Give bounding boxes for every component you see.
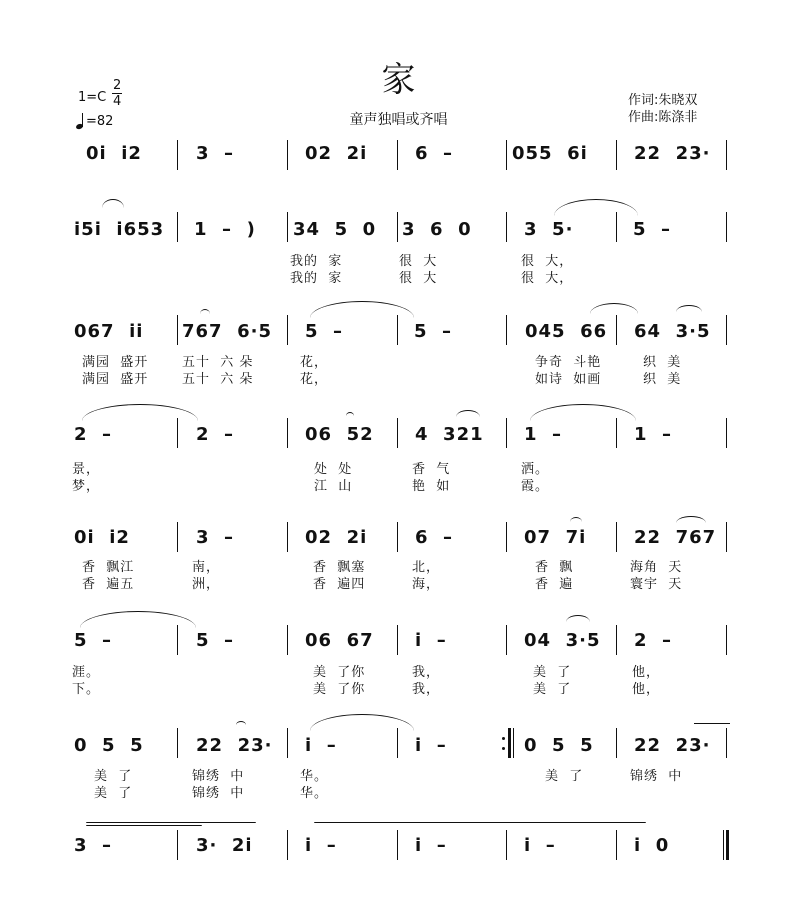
credits	[628, 92, 697, 126]
lyric: 美 了你	[313, 682, 366, 697]
measure: i –	[305, 835, 337, 856]
lyric: 锦绣 中	[630, 769, 683, 784]
measure: 6 –	[415, 143, 454, 164]
lyric: 织 美	[643, 372, 682, 387]
barline	[506, 212, 507, 242]
barline	[287, 418, 288, 448]
time-signature	[112, 78, 122, 109]
barline	[287, 728, 288, 758]
lyric: 织 美	[643, 355, 682, 370]
tempo-value: =82	[86, 114, 114, 129]
measure: 34 5 0	[293, 219, 377, 240]
tempo-marking	[76, 114, 113, 129]
measure: 767 6·5	[182, 321, 272, 342]
barline	[616, 830, 617, 860]
key-signature: 1=C	[78, 90, 107, 105]
barline	[177, 315, 178, 345]
barline	[287, 522, 288, 552]
barline	[397, 625, 398, 655]
lyric: 美 了	[533, 665, 572, 680]
lyric: 香 飘江	[82, 560, 135, 575]
slur	[570, 517, 582, 522]
lyric: 美 了	[533, 682, 572, 697]
barline	[616, 315, 617, 345]
lyric: 我的 家	[290, 271, 343, 286]
barline	[177, 728, 178, 758]
measure: 0 5 5	[74, 735, 144, 756]
measure: 3 –	[74, 835, 113, 856]
measure: 0 5 5	[524, 735, 594, 756]
measure: 1 – )	[194, 219, 256, 240]
barline	[287, 315, 288, 345]
barline	[397, 212, 398, 242]
measure: i –	[415, 630, 447, 651]
lyric: 霞。	[521, 479, 550, 494]
measure: 5 –	[74, 630, 113, 651]
barline	[177, 830, 178, 860]
measure: 3 6 0	[402, 219, 472, 240]
barline	[397, 830, 398, 860]
barline	[616, 212, 617, 242]
lyric: 花，	[300, 372, 329, 387]
barline	[506, 140, 507, 170]
barline	[177, 522, 178, 552]
lyric: 我，	[412, 682, 441, 697]
slur	[530, 404, 636, 421]
lyric: 满园 盛开	[82, 372, 149, 387]
slur	[82, 404, 198, 421]
barline	[397, 140, 398, 170]
lyric: 很 大，	[521, 254, 574, 269]
final-barline	[723, 830, 724, 860]
lyric: 争奇 斗艳	[535, 355, 602, 370]
slur	[86, 822, 256, 823]
lyric: 他，	[632, 682, 661, 697]
time-denominator: 4	[113, 94, 122, 109]
repeat-start-sign	[502, 728, 516, 760]
lyric: 华。	[300, 769, 329, 784]
lyric: 下。	[72, 682, 101, 697]
final-barline-thick	[726, 830, 729, 860]
lyric: 涯。	[72, 665, 101, 680]
measure: 3 5·	[524, 219, 574, 240]
measure: i –	[415, 835, 447, 856]
lyric: 北，	[412, 560, 441, 575]
barline	[177, 625, 178, 655]
measure: 04 3·5	[524, 630, 601, 651]
lyric: 寰宇 天	[630, 577, 683, 592]
slur	[456, 410, 480, 417]
measure: i –	[524, 835, 556, 856]
measure: 6 –	[415, 527, 454, 548]
measure: 1 –	[634, 424, 673, 445]
measure: 0i i2	[86, 143, 142, 164]
lyric: 海角 天	[630, 560, 683, 575]
measure: i5i i653	[74, 219, 165, 240]
measure: 02 2i	[305, 527, 368, 548]
measure: 055 6i	[512, 143, 588, 164]
lyric: 锦绣 中	[192, 786, 245, 801]
barline	[506, 522, 507, 552]
barline	[287, 212, 288, 242]
lyric: 我，	[412, 665, 441, 680]
lyric: 美 了	[94, 786, 133, 801]
measure: 5 –	[633, 219, 672, 240]
barline	[616, 418, 617, 448]
lyric: 锦绣 中	[192, 769, 245, 784]
lyric: 美 了你	[313, 665, 366, 680]
quarter-note-icon	[76, 115, 84, 129]
lyric: 景，	[72, 462, 101, 477]
barline	[616, 522, 617, 552]
lyric: 香 遍四	[313, 577, 366, 592]
measure: i –	[415, 735, 447, 756]
slur	[80, 611, 196, 628]
barline	[616, 728, 617, 758]
measure: 5 –	[305, 321, 344, 342]
barline	[726, 315, 727, 345]
lyric: 南，	[192, 560, 221, 575]
measure: 5 –	[196, 630, 235, 651]
slur	[236, 721, 246, 725]
barline	[726, 728, 727, 758]
lyric: 他，	[632, 665, 661, 680]
lyric: 梦，	[72, 479, 101, 494]
volta-bracket	[694, 723, 730, 724]
lyric: 华。	[300, 786, 329, 801]
lyric: 花，	[300, 355, 329, 370]
barline	[397, 418, 398, 448]
lyric: 洒。	[521, 462, 550, 477]
lyric: 香 遍五	[82, 577, 135, 592]
measure: 4 321	[415, 424, 484, 445]
barline	[397, 728, 398, 758]
measure: 3· 2i	[196, 835, 253, 856]
lyric: 很 大	[399, 271, 438, 286]
measure: i 0	[634, 835, 670, 856]
measure: 3 –	[196, 527, 235, 548]
lyric: 很 大	[399, 254, 438, 269]
slur	[314, 822, 646, 823]
song-title: 家	[381, 60, 416, 100]
slur	[676, 516, 706, 523]
measure: 2 –	[634, 630, 673, 651]
lyric: 美 了	[545, 769, 584, 784]
slur	[86, 825, 202, 826]
lyric: 香 气	[412, 462, 451, 477]
measure: 22 23·	[634, 143, 711, 164]
lyric: 满园 盛开	[82, 355, 149, 370]
performance-note: 童声独唱或齐唱	[349, 112, 448, 128]
lyric: 艳 如	[412, 479, 451, 494]
lyric: 如诗 如画	[535, 372, 602, 387]
composer: 作曲:陈涤非	[628, 110, 698, 125]
measure: 0i i2	[74, 527, 130, 548]
measure: i –	[305, 735, 337, 756]
lyric: 五十 六 朵	[182, 372, 254, 387]
measure: 06 67	[305, 630, 374, 651]
measure: 1 –	[524, 424, 563, 445]
barline	[616, 625, 617, 655]
slur	[676, 305, 702, 312]
measure: 2 –	[74, 424, 113, 445]
measure: 64 3·5	[634, 321, 711, 342]
slur	[310, 714, 414, 731]
measure: 06 52	[305, 424, 374, 445]
measure: 22 767	[634, 527, 717, 548]
barline	[177, 418, 178, 448]
lyric: 香 遍	[535, 577, 574, 592]
barline	[287, 830, 288, 860]
barline	[726, 625, 727, 655]
barline	[397, 522, 398, 552]
barline	[287, 140, 288, 170]
time-numerator: 2	[113, 78, 122, 93]
lyric: 美 了	[94, 769, 133, 784]
lyricist: 作词:朱晓双	[628, 93, 698, 108]
barline	[616, 140, 617, 170]
lyric: 很 大，	[521, 271, 574, 286]
barline	[506, 315, 507, 345]
lyric: 海，	[412, 577, 441, 592]
measure: 07 7i	[524, 527, 587, 548]
barline	[506, 418, 507, 448]
slur	[310, 301, 414, 318]
measure: 02 2i	[305, 143, 368, 164]
slur	[102, 199, 124, 208]
barline	[397, 315, 398, 345]
barline	[726, 140, 727, 170]
lyric: 我的 家	[290, 254, 343, 269]
measure: 5 –	[414, 321, 453, 342]
lyric: 五十 六 朵	[182, 355, 254, 370]
barline	[506, 625, 507, 655]
lyric: 江 山	[314, 479, 353, 494]
slur	[554, 199, 638, 216]
slur	[200, 309, 210, 314]
lyric: 香 飘	[535, 560, 574, 575]
slur	[590, 303, 638, 314]
measure: 22 23·	[634, 735, 711, 756]
barline	[506, 830, 507, 860]
slur	[346, 412, 354, 416]
barline	[177, 212, 178, 242]
measure: 067 ii	[74, 321, 144, 342]
barline	[726, 418, 727, 448]
measure: 22 23·	[196, 735, 273, 756]
barline	[726, 522, 727, 552]
measure: 2 –	[196, 424, 235, 445]
lyric: 香 飘塞	[313, 560, 366, 575]
measure: 3 –	[196, 143, 235, 164]
barline	[726, 212, 727, 242]
lyric: 洲，	[192, 577, 221, 592]
slur	[566, 615, 590, 622]
barline	[177, 140, 178, 170]
lyric: 处 处	[314, 462, 353, 477]
barline	[287, 625, 288, 655]
measure: 045 66	[525, 321, 608, 342]
